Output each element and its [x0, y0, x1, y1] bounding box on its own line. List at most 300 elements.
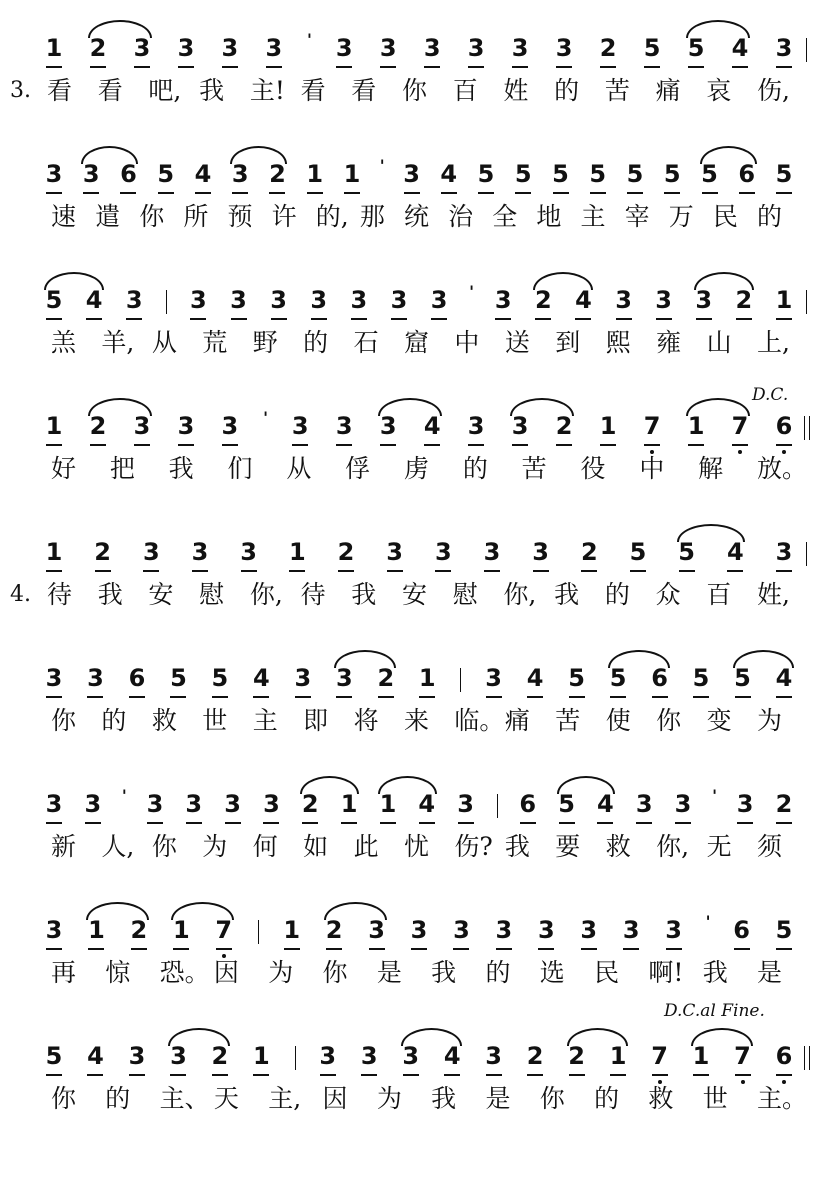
lyric-syllable: 是: [376, 958, 402, 987]
note-underline: [195, 192, 211, 194]
note-underline: [341, 822, 357, 824]
note: 3: [553, 34, 575, 62]
lyric-syllable: 安: [402, 580, 428, 609]
note-underline: [231, 318, 247, 320]
note: 3: [260, 790, 282, 818]
lyric-syllable: 主。: [757, 1084, 808, 1113]
score-line: [0, 532, 821, 642]
lyric-syllable: 把: [109, 454, 135, 483]
lyric-syllable: 石: [353, 328, 379, 357]
note-underline: [666, 948, 682, 950]
note: 3: [175, 34, 197, 62]
note-underline: [90, 444, 106, 446]
note: 5: [167, 664, 189, 692]
lyric-syllable: 临。: [454, 706, 505, 735]
note-underline: [776, 570, 792, 572]
lyric-syllable: 你: [402, 76, 428, 105]
note-underline: [292, 444, 308, 446]
note: 3: [492, 286, 514, 314]
note: 3: [317, 1042, 339, 1070]
note: 3: [348, 286, 370, 314]
note: 2: [524, 1042, 546, 1070]
note-underline: [739, 192, 755, 194]
note: 3: [613, 286, 635, 314]
slur: [230, 146, 287, 164]
lyric-syllable: 人,: [101, 832, 135, 861]
note-underline: [120, 192, 136, 194]
lyric-syllable: 为: [376, 1084, 402, 1113]
note: 5: [690, 664, 712, 692]
lyric-syllable: 我: [351, 580, 377, 609]
slur: [686, 398, 750, 416]
note: 2: [87, 34, 109, 62]
note: 3: [535, 916, 557, 944]
note: 1: [607, 1042, 629, 1070]
lyric-syllable: 你: [656, 706, 682, 735]
note: 3: [481, 538, 503, 566]
note-underline: [178, 444, 194, 446]
lyric-syllable: 送: [504, 328, 530, 357]
lyric-syllable: 百: [706, 580, 732, 609]
note-underline: [86, 318, 102, 320]
note-underline: [192, 570, 208, 572]
note: 1: [281, 916, 303, 944]
note: 3: [43, 916, 65, 944]
note-underline: [732, 66, 748, 68]
note-underline: [338, 570, 354, 572]
note-underline: [484, 570, 500, 572]
lyric-syllable: 是: [757, 958, 783, 987]
slur: [86, 902, 148, 920]
lyric-syllable: 救: [151, 706, 177, 735]
note: 2: [128, 916, 150, 944]
lyric-syllable: 苦: [521, 454, 547, 483]
note: 2: [532, 286, 554, 314]
note: 3: [483, 664, 505, 692]
note: 3: [131, 412, 153, 440]
note: 1: [773, 286, 795, 314]
note-underline: [776, 192, 792, 194]
note-underline: [727, 570, 743, 572]
note: 3: [333, 664, 355, 692]
slur: [700, 146, 757, 164]
note: 2: [299, 790, 321, 818]
note: 3: [131, 34, 153, 62]
note-underline: [535, 318, 551, 320]
note: 6: [736, 160, 758, 188]
note: 3: [620, 916, 642, 944]
note: 1: [304, 160, 326, 188]
note-underline: [693, 696, 709, 698]
note-underline: [284, 948, 300, 950]
note: 5: [209, 664, 231, 692]
note: 3: [333, 412, 355, 440]
note-underline: [600, 444, 616, 446]
note: 2: [553, 412, 575, 440]
note-underline: [336, 66, 352, 68]
note-underline: [735, 696, 751, 698]
note: 3: [219, 412, 241, 440]
note: 2: [773, 790, 795, 818]
note-underline: [776, 1074, 792, 1076]
note-underline: [351, 318, 367, 320]
note-underline: [134, 444, 150, 446]
score-line: [0, 280, 821, 390]
note: 3: [268, 286, 290, 314]
note: 3: [465, 412, 487, 440]
lyric-syllable: 的: [101, 706, 127, 735]
note-underline: [644, 66, 660, 68]
note-underline: [225, 822, 241, 824]
note-underline: [46, 318, 62, 320]
note: 4: [724, 538, 746, 566]
lyric-syllable: 选: [539, 958, 565, 987]
note: 3: [633, 790, 655, 818]
lyric-syllable: 中: [639, 454, 665, 483]
note: 2: [566, 1042, 588, 1070]
lyric-syllable: 荒: [202, 328, 228, 357]
note: 2: [87, 412, 109, 440]
note: 3: [377, 412, 399, 440]
breath-mark: ': [307, 30, 312, 49]
note: 6: [649, 664, 671, 692]
lyric-syllable: 哀: [706, 76, 732, 105]
lyric-syllable: 全: [492, 202, 518, 231]
note: 3: [388, 286, 410, 314]
note-underline: [737, 822, 753, 824]
note-underline: [271, 318, 287, 320]
note-underline: [170, 696, 186, 698]
notation-row: [0, 154, 821, 194]
note-underline: [688, 66, 704, 68]
lyrics-row: [0, 828, 821, 868]
note-underline: [147, 822, 163, 824]
note: 3: [773, 538, 795, 566]
barline: [166, 290, 167, 314]
note-underline: [527, 696, 543, 698]
lyric-syllable: 们: [227, 454, 253, 483]
lyric-syllable: 你: [51, 1084, 77, 1113]
note-underline: [46, 192, 62, 194]
lyric-syllable: 虏: [404, 454, 430, 483]
lyric-syllable: 我: [168, 454, 194, 483]
note-underline: [387, 570, 403, 572]
note: 3: [400, 1042, 422, 1070]
notation-row: [0, 28, 821, 68]
note: 1: [416, 664, 438, 692]
note-underline: [326, 948, 342, 950]
note-underline: [380, 822, 396, 824]
note-underline: [253, 696, 269, 698]
note: 3: [167, 1042, 189, 1070]
verse-number: 4.: [10, 582, 31, 607]
note: 3: [82, 790, 104, 818]
lyric-syllable: 为: [202, 832, 228, 861]
note-underline: [732, 444, 748, 446]
note-underline: [311, 318, 327, 320]
slur: [334, 650, 395, 668]
note: 3: [509, 34, 531, 62]
barline: [806, 38, 807, 62]
lyric-syllable: 羊,: [101, 328, 135, 357]
note: 3: [229, 160, 251, 188]
note-underline: [453, 948, 469, 950]
score-line: [0, 154, 821, 264]
lyric-syllable: 的: [554, 76, 580, 105]
note: 4: [441, 1042, 463, 1070]
note: 3: [530, 538, 552, 566]
note-underline: [636, 822, 652, 824]
lyric-syllable: 中: [454, 328, 480, 357]
note: 4: [84, 1042, 106, 1070]
note-underline: [468, 66, 484, 68]
lyric-syllable: 我: [431, 958, 457, 987]
note-underline: [610, 696, 626, 698]
note: 1: [377, 790, 399, 818]
note: 3: [672, 790, 694, 818]
lyric-syllable: 痛: [504, 706, 530, 735]
slur: [401, 1028, 462, 1046]
lyric-syllable: 百: [452, 76, 478, 105]
note-underline: [495, 318, 511, 320]
lyric-syllable: 羔: [51, 328, 77, 357]
lyric-syllable: 要: [555, 832, 581, 861]
note: 1: [85, 916, 107, 944]
note-underline: [616, 318, 632, 320]
slur: [44, 272, 104, 290]
note: 2: [375, 664, 397, 692]
lyric-syllable: 如: [303, 832, 329, 861]
lyric-syllable: 伤?: [454, 832, 493, 861]
breath-mark: ': [379, 156, 385, 175]
note-underline: [344, 192, 360, 194]
note: 1: [170, 916, 192, 944]
note: 3: [43, 790, 65, 818]
score-line: [0, 406, 821, 516]
lyric-syllable: 野: [252, 328, 278, 357]
breath-mark: ': [705, 912, 711, 931]
note-underline: [87, 1074, 103, 1076]
slur: [686, 20, 750, 38]
note-underline: [302, 822, 318, 824]
note-underline: [289, 570, 305, 572]
lyric-syllable: 啊!: [648, 958, 684, 987]
dc-al-fine-mark: D.C.al Fine.: [664, 1001, 765, 1021]
note-underline: [538, 948, 554, 950]
slur: [694, 272, 754, 290]
note-underline: [702, 192, 718, 194]
note: 3: [144, 790, 166, 818]
note-underline: [222, 66, 238, 68]
lyric-syllable: 山: [706, 328, 732, 357]
lyrics-row: [0, 198, 821, 238]
note: 3: [509, 412, 531, 440]
note: 4: [729, 34, 751, 62]
breath-mark: ': [712, 786, 717, 805]
lyric-syllable: 的: [303, 328, 329, 357]
note-underline: [610, 1074, 626, 1076]
note-underline: [424, 66, 440, 68]
breath-mark: ': [469, 282, 475, 301]
note-underline: [380, 444, 396, 446]
note-underline: [46, 444, 62, 446]
note-underline: [46, 66, 62, 68]
note-underline: [444, 1074, 460, 1076]
note-underline: [597, 822, 613, 824]
note: 3: [126, 1042, 148, 1070]
note: 1: [690, 1042, 712, 1070]
verse-number: 3.: [10, 78, 31, 103]
note: 7: [732, 1042, 754, 1070]
lyric-syllable: 你: [539, 1084, 565, 1113]
lyric-syllable: 姓,: [757, 580, 790, 609]
lyric-syllable: 使: [605, 706, 631, 735]
lyric-syllable: 的: [594, 1084, 620, 1113]
note-underline: [369, 948, 385, 950]
note-underline: [361, 1074, 377, 1076]
note-underline: [776, 822, 792, 824]
lyric-syllable: 的: [604, 580, 630, 609]
note-underline: [212, 696, 228, 698]
lyric-syllable: 世: [702, 1084, 728, 1113]
note: 2: [323, 916, 345, 944]
note-underline: [143, 570, 159, 572]
note: 3: [43, 160, 65, 188]
lyric-syllable: 好: [51, 454, 77, 483]
note: 4: [438, 160, 460, 188]
lyric-syllable: 放。: [757, 454, 808, 483]
note: 4: [572, 286, 594, 314]
slur: [81, 146, 138, 164]
slur: [168, 1028, 229, 1046]
note-underline: [458, 822, 474, 824]
note: 5: [773, 160, 795, 188]
note: 3: [377, 34, 399, 62]
note: 3: [578, 916, 600, 944]
note-underline: [575, 318, 591, 320]
note-underline: [478, 192, 494, 194]
lyric-syllable: 从: [286, 454, 312, 483]
lyric-syllable: 苦: [555, 706, 581, 735]
note-underline: [269, 192, 285, 194]
note-underline: [158, 192, 174, 194]
final-barline: [804, 1046, 810, 1070]
lyrics-row: [0, 1080, 821, 1120]
lyric-syllable: 须: [757, 832, 783, 861]
lyric-syllable: 的: [485, 958, 511, 987]
note: 5: [661, 160, 683, 188]
note: 4: [594, 790, 616, 818]
note: 1: [43, 412, 65, 440]
note-underline: [46, 696, 62, 698]
note-underline: [627, 192, 643, 194]
slur: [533, 272, 593, 290]
note-underline: [559, 822, 575, 824]
lyric-syllable: 恐。: [159, 958, 210, 987]
note: 5: [627, 538, 649, 566]
note-underline: [675, 822, 691, 824]
note-underline: [630, 570, 646, 572]
lyric-syllable: 待: [47, 580, 73, 609]
note-underline: [424, 444, 440, 446]
slur: [557, 776, 616, 794]
slur: [677, 524, 746, 542]
note: 3: [358, 1042, 380, 1070]
note-underline: [212, 1074, 228, 1076]
note-underline: [776, 696, 792, 698]
note-underline: [735, 1074, 751, 1076]
lyric-syllable: 因: [213, 958, 239, 987]
lyric-syllable: 看: [97, 76, 123, 105]
note: 3: [189, 538, 211, 566]
lyric-syllable: 世: [202, 706, 228, 735]
lyric-syllable: 民: [712, 202, 738, 231]
note-underline: [320, 1074, 336, 1076]
barline: [460, 668, 461, 692]
note: 2: [266, 160, 288, 188]
lyric-syllable: 雍: [656, 328, 682, 357]
note: 5: [475, 160, 497, 188]
note-underline: [46, 1074, 62, 1076]
lyric-syllable: 主、: [159, 1084, 210, 1113]
note: 3: [384, 538, 406, 566]
note-underline: [85, 822, 101, 824]
note: 5: [587, 160, 609, 188]
notation-row: [0, 532, 821, 572]
note-underline: [776, 444, 792, 446]
lyric-syllable: 你: [151, 832, 177, 861]
note: 3: [401, 160, 423, 188]
note-underline: [186, 822, 202, 824]
note: 3: [187, 286, 209, 314]
note: 3: [428, 286, 450, 314]
note-underline: [134, 66, 150, 68]
slur: [300, 776, 359, 794]
note: 3: [219, 34, 241, 62]
lyric-syllable: 姓: [503, 76, 529, 105]
lyric-syllable: 即: [303, 706, 329, 735]
note-underline: [380, 66, 396, 68]
lyric-syllable: 所: [183, 202, 209, 231]
slur: [567, 1028, 628, 1046]
note-underline: [776, 948, 792, 950]
note: 3: [43, 664, 65, 692]
note: 1: [597, 412, 619, 440]
lyric-syllable: 此: [353, 832, 379, 861]
note: 4: [421, 412, 443, 440]
note-underline: [527, 1074, 543, 1076]
lyric-syllable: 熙: [605, 328, 631, 357]
lyric-syllable: 你,: [656, 832, 690, 861]
note: 6: [117, 160, 139, 188]
note-underline: [126, 318, 142, 320]
note-underline: [253, 1074, 269, 1076]
lyric-syllable: 俘: [345, 454, 371, 483]
note: 3: [333, 34, 355, 62]
lyrics-row: [0, 324, 821, 364]
lyric-syllable: 许: [271, 202, 297, 231]
note-underline: [232, 192, 248, 194]
lyric-syllable: 的: [462, 454, 488, 483]
note-underline: [688, 444, 704, 446]
note: 1: [43, 538, 65, 566]
note-underline: [652, 1074, 668, 1076]
lyric-syllable: 众: [655, 580, 681, 609]
lyric-syllable: 速: [51, 202, 77, 231]
note-underline: [569, 1074, 585, 1076]
score-line: [0, 784, 821, 894]
note-underline: [600, 66, 616, 68]
